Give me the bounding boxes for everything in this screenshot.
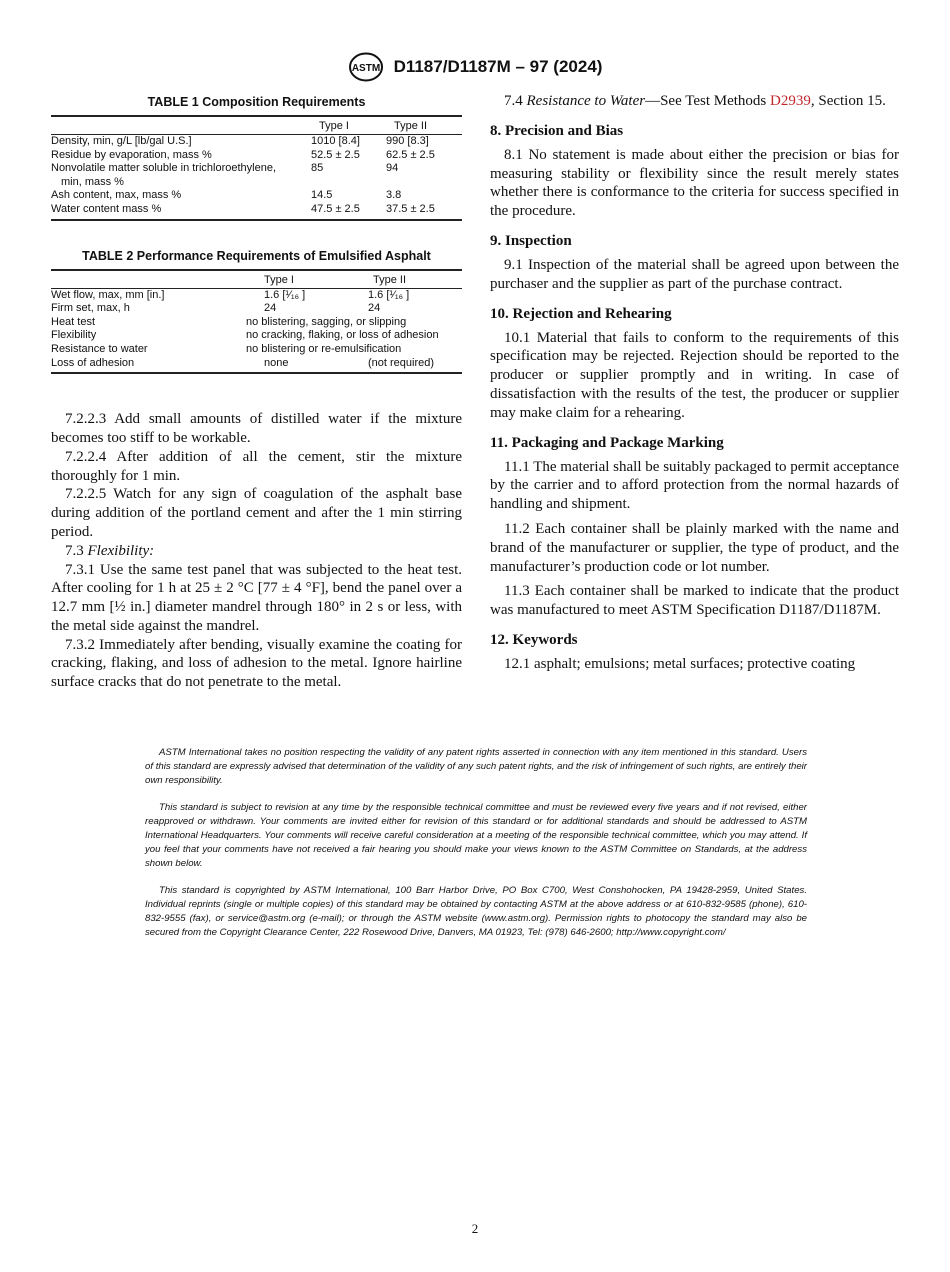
table-row (51, 316, 462, 330)
table-cell-label: Wet flow, max, mm [in.] (51, 288, 165, 301)
table-2-header-row (51, 270, 462, 289)
table-cell: no blistering, sagging, or slipping (246, 315, 407, 328)
table-header-cell: Type I (246, 270, 368, 289)
table-row (51, 189, 462, 203)
page-number: 2 (471, 1221, 479, 1236)
table-2 (51, 249, 462, 375)
table-cell: 1.6 [¹⁄₁₆ ] (264, 288, 306, 301)
table-cell: none (246, 357, 368, 374)
table-1-grid (51, 115, 462, 221)
section-8-heading: 8. Precision and Bias (490, 122, 624, 139)
paragraph-9-1: 9.1 Inspection of the material shall be agreed upon between the purchaser and the supplier as part of the purchase contract. (490, 256, 899, 292)
section-10-heading: 10. Rejection and Rehearing (490, 305, 672, 322)
left-body-text (51, 410, 462, 692)
paragraph-11-3: 11.3 Each container shall be marked to indicate that the product was manufactured to meet ASTM Specification D1187/D1187M. (490, 583, 899, 619)
table-cell: 47.5 ± 2.5 (311, 203, 386, 220)
paragraph-7-3 (51, 542, 462, 561)
table-header-cell: Type II (368, 270, 462, 289)
section-9-heading: 9. Inspection (490, 232, 572, 249)
page-header (0, 52, 950, 82)
table-cell: 94 (386, 162, 399, 175)
table-cell: 1.6 [¹⁄₁₆ ] (368, 288, 410, 301)
paragraph-7-3-2: 7.3.2 Immediately after bending, visually examine the coating for cracking, flaking, and loss of adhesion to the metal. Ignore hairline surface cracks that do not penetrate to the metal. (51, 636, 462, 691)
section-11-heading: 11. Packaging and Package Marking (490, 434, 724, 451)
svg-text:ASTM: ASTM (351, 63, 380, 74)
table-cell-label: Heat test (51, 315, 96, 328)
table-cell-label: Flexibility (51, 329, 97, 342)
table-cell: 3.8 (386, 189, 402, 202)
paragraph-7-3-1: 7.3.1 Use the same test panel that was subjected to the heat test. After cooling for 1 h at 25 ± 2 °C [77 ± 4 °F], bend the panel over a 12.7 mm [½ in.] diameter mandrel through 180° in 2 s or less, with the metal side against the mandrel. (51, 561, 462, 634)
table-header-cell (51, 270, 246, 289)
table-1-title: TABLE 1 Composition Requirements (147, 95, 366, 109)
table-cell-label: Water content mass % (51, 203, 311, 220)
table-row (51, 135, 462, 149)
table-cell: 52.5 ± 2.5 (311, 148, 360, 161)
astm-logo-icon (348, 52, 384, 82)
paragraph-11-1: 11.1 The material shall be suitably packaged to permit acceptance by the carrier and to afford protection from the normal hazards of handling and shipment. (490, 458, 899, 513)
table-cell: 37.5 ± 2.5 (386, 203, 462, 220)
table-cell: 14.5 (311, 189, 333, 202)
table-2-grid (51, 269, 462, 375)
table-cell-label (51, 162, 311, 189)
table-cell: no cracking, flaking, or loss of adhesion (246, 329, 439, 342)
table-1-header-row (51, 116, 462, 135)
section-title: Flexibility: (87, 542, 155, 559)
left-column (51, 92, 462, 692)
table-header-cell: Type I (311, 116, 386, 135)
table-cell-label-line: min, mass % (61, 175, 124, 188)
table-row (51, 357, 462, 374)
table-cell-label: Resistance to water (51, 342, 148, 355)
table-cell-label: Residue by evaporation, mass % (51, 148, 212, 161)
paragraph-7-2-2-4: 7.2.2.4 After addition of all the cement, stir the mixture thoroughly for 1 min. (51, 448, 462, 484)
table-row (51, 162, 462, 189)
table-cell: 85 (311, 162, 324, 175)
section-number: 7.3 (65, 542, 84, 559)
table-cell: no blistering or re-emulsification (246, 342, 402, 355)
paragraph-11-2: 11.2 Each container shall be plainly marked with the name and brand of the manufacturer or supplier, the type of product, and the manufacturer’s production code or lot number. (490, 520, 899, 575)
section-title: Resistance to Water (526, 93, 646, 109)
paragraph-text: —See Test Methods (645, 93, 771, 109)
table-row (51, 343, 462, 357)
table-row (51, 203, 462, 220)
paragraph-text: , Section 15. (810, 93, 886, 109)
table-1 (51, 95, 462, 221)
paragraph-10-1: 10.1 Material that fails to conform to the requirements of this specification may be rejected. Rejection should be reported to the producer or supplier promptly and in writing. In case of dissatisfaction with the results of the test, the producer or supplier may make claim for a rehearing. (490, 329, 899, 421)
table-row (51, 288, 462, 302)
table-cell: 24 (368, 302, 381, 315)
footer-notices (145, 746, 807, 954)
paragraph-12-1: 12.1 asphalt; emulsions; metal surfaces; protective coating (504, 655, 856, 672)
table-cell: 1010 [8.4] (311, 135, 360, 147)
section-number: 7.4 (504, 93, 523, 109)
right-column (490, 92, 899, 674)
table-cell-label: Loss of adhesion (51, 357, 246, 374)
paragraph-8-1: 8.1 No statement is made about either the precision or bias for measuring stability or flexibility since the result merely states whether there is conformance to the criteria for success specified in the procedure. (490, 146, 899, 220)
patent-notice: ASTM International takes no position respecting the validity of any patent rights asserted in connection with any item mentioned in this standard. Users of this standard are expressly advised that determination of the validity of any such patent rights, and the risk of infringement of such rights, are entirely their own responsibility. (145, 747, 807, 786)
table-cell-label: Density, min, g/L [lb/gal U.S.] (51, 135, 192, 147)
document-id: D1187/D1187M – 97 (2024) (393, 57, 603, 76)
table-row (51, 329, 462, 343)
paragraph-7-2-2-3: 7.2.2.3 Add small amounts of distilled water if the mixture becomes too stiff to be workable. (51, 411, 462, 446)
paragraph-7-4 (490, 92, 899, 111)
table-cell: 990 [8.3] (386, 135, 429, 147)
revision-notice: This standard is subject to revision at any time by the responsible technical committee and must be reviewed every five years and if not revised, either reapproved or withdrawn. Your comments are invited either for revision of this standard or for additional standards and should be addressed to ASTM International Headquarters. Your comments will receive careful consideration at a meeting of the responsible technical committee, which you may attend. If you feel that your comments have not received a fair hearing you should make your views known to the ASTM Committee on Standards, at the address shown below. (145, 802, 807, 869)
table-cell: 62.5 ± 2.5 (386, 148, 435, 161)
table-cell: (not required) (368, 357, 462, 374)
section-12-heading: 12. Keywords (490, 631, 578, 648)
table-cell: 24 (264, 302, 277, 315)
table-row (51, 149, 462, 163)
copyright-notice: This standard is copyrighted by ASTM International, 100 Barr Harbor Drive, PO Box C700, West Conshohocken, PA 19428-2959, United States. Individual reprints (single or multiple copies) of this standard may be obtained by contacting ASTM at the above address or at 610-832-9585 (phone), 610-832-9555 (fax), or service@astm.org (e-mail); or through the ASTM website (www.astm.org). Permission rights to photocopy the standard may also be secured from the Copyright Clearance Center, 222 Rosewood Drive, Danvers, MA 01923, Tel: (978) 646-2600; http://www.copyright.com/ (145, 885, 807, 938)
table-row (51, 302, 462, 316)
table-cell-label: Ash content, max, mass % (51, 189, 182, 202)
table-header-cell: Type II (386, 116, 462, 135)
table-header-cell (51, 116, 311, 135)
table-2-title: TABLE 2 Performance Requirements of Emulsified Asphalt (82, 248, 431, 263)
table-cell-label-line: Nonvolatile matter soluble in trichloroethylene, (51, 162, 277, 175)
paragraph-7-2-2-5: 7.2.2.5 Watch for any sign of coagulation of the asphalt base during addition of the portland cement and after the 1 min stirring period. (51, 486, 462, 540)
reference-link-d2939[interactable]: D2939 (770, 93, 811, 109)
table-cell-label: Firm set, max, h (51, 302, 130, 315)
